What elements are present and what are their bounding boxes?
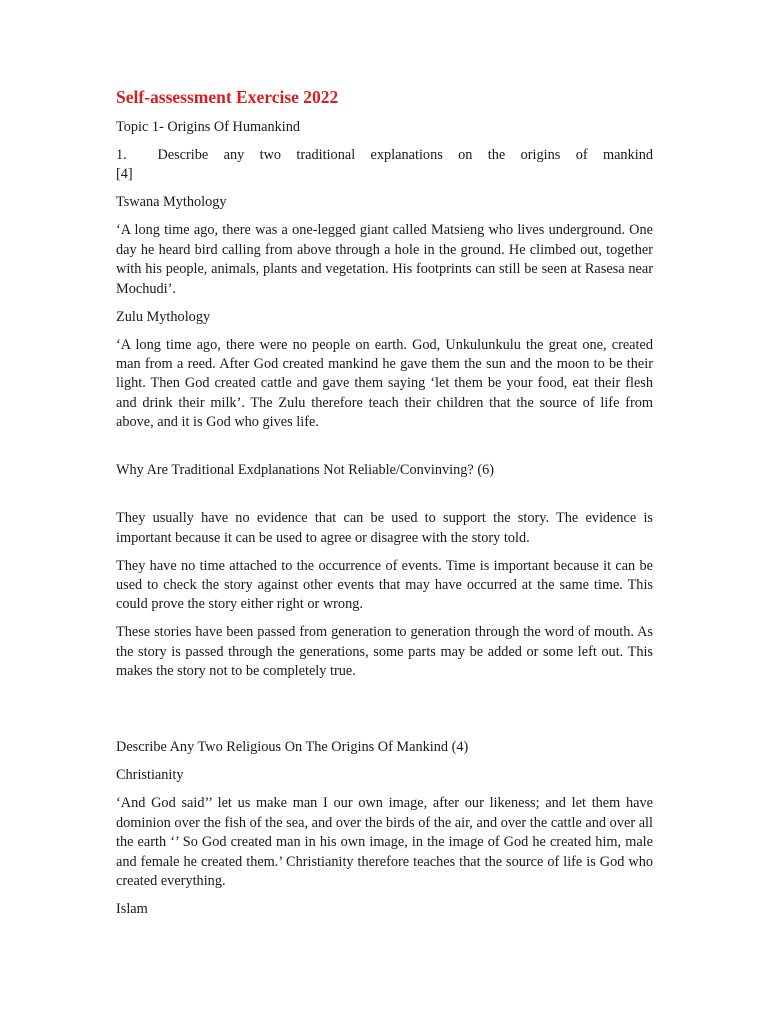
christianity-paragraph: ‘And God said’’ let us make man I our own image, after our likeness; and let them have dominion over the fish of the sea, and over the birds of the air, and over the cattle and over all the earth ‘’ So God created man in his own image, in the image of God he created him, male and female he created them.’ Christianity therefore teaches that the source of life is God who created everything. bbox=[116, 795, 653, 889]
question-1-text: 1. Describe any two traditional explanations on the origins of mankind bbox=[116, 147, 653, 163]
document-title: Self-assessment Exercise 2022 bbox=[116, 87, 339, 107]
spacer bbox=[116, 489, 653, 509]
islam-heading: Islam bbox=[116, 900, 148, 917]
question-1 bbox=[116, 146, 653, 185]
question-3: Describe Any Two Religious On The Origins Of Mankind (4) bbox=[116, 739, 469, 756]
spacer bbox=[116, 690, 653, 738]
christianity-heading: Christianity bbox=[116, 767, 184, 784]
tswana-heading: Tswana Mythology bbox=[116, 194, 227, 211]
tswana-paragraph: ‘A long time ago, there was a one-legged giant called Matsieng who lives underground. One day he heard bird calling from above through a hole in the ground. He climbed out, together with his people, animals, plants and vegetation. His footprints can still be seen at Rasesa near Mochudi’. bbox=[116, 222, 653, 297]
document-body bbox=[116, 86, 653, 928]
question-1-marks: [4] bbox=[116, 166, 133, 183]
zulu-heading: Zulu Mythology bbox=[116, 308, 211, 325]
reason-1-paragraph: They usually have no evidence that can be used to support the story. The evidence is important because it can be used to agree or disagree with the story told. bbox=[116, 510, 653, 546]
spacer bbox=[116, 441, 653, 461]
reason-2-paragraph: They have no time attached to the occurrence of events. Time is important because it can be used to check the story against other events that may have occurred at the same time. This could prove the story either right or wrong. bbox=[116, 557, 653, 613]
question-2: Why Are Traditional Exdplanations Not Reliable/Convinving? (6) bbox=[116, 462, 495, 479]
reason-3-paragraph: These stories have been passed from generation to generation through the word of mouth. As the story is passed through the generations, some parts may be added or some left out. This makes the story not to be completely true. bbox=[116, 624, 653, 680]
zulu-paragraph: ‘A long time ago, there were no people on earth. God, Unkulunkulu the great one, created man from a reed. After God created mankind he gave them the sun and the moon to be their light. Then God created cattle and gave them saying ‘let them be your food, eat their flesh and drink their milk’. The Zulu therefore teach their children that the source of life from above, and it is God who gives life. bbox=[116, 336, 653, 431]
topic-heading: Topic 1- Origins Of Humankind bbox=[116, 119, 301, 135]
